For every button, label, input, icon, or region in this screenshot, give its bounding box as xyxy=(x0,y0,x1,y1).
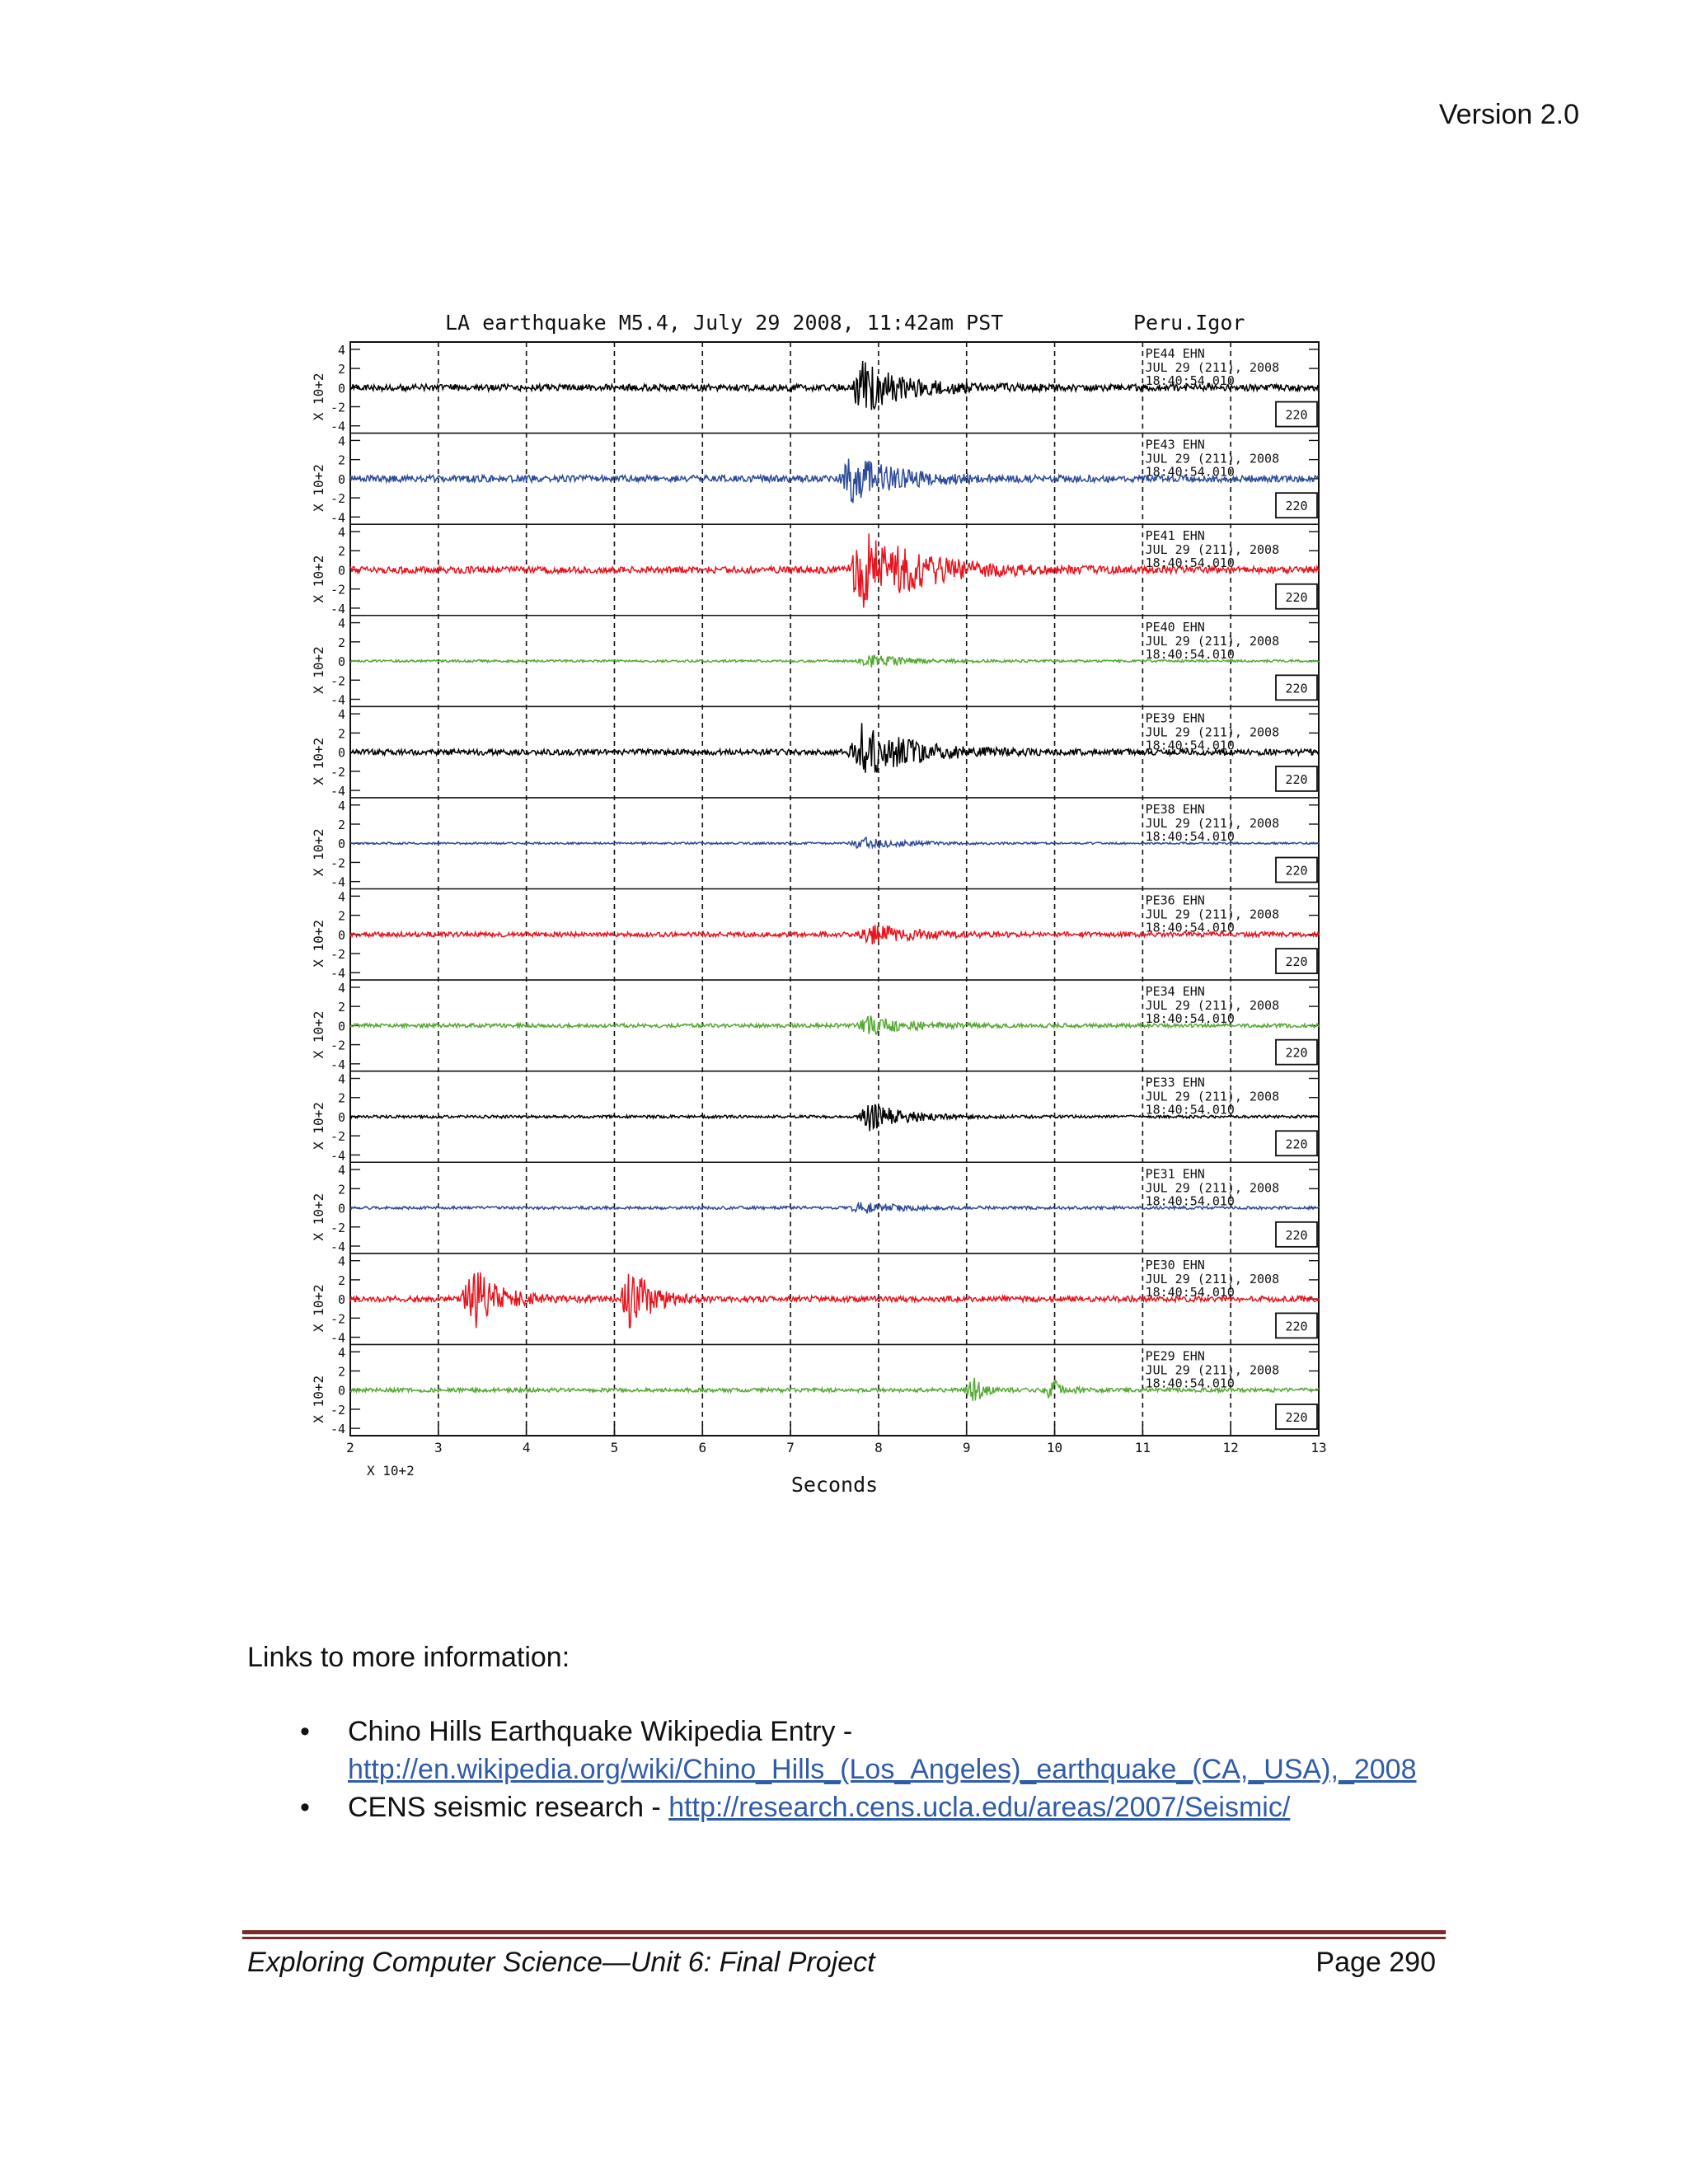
y-tick-label: -4 xyxy=(330,966,345,982)
y-tick-label: 0 xyxy=(337,927,345,943)
y-tick-label: -2 xyxy=(330,400,345,415)
y-tick-label: -4 xyxy=(330,419,345,434)
date-label: JUL 29 (211), 2008 xyxy=(1145,1089,1280,1104)
y-tick-label: 0 xyxy=(337,563,345,579)
links-list xyxy=(247,1713,1451,1826)
date-label: JUL 29 (211), 2008 xyxy=(1145,451,1280,466)
y-tick-label: 0 xyxy=(337,837,345,852)
scale-label: 220 xyxy=(1285,954,1308,970)
y-multiplier: X 10+2 xyxy=(311,373,326,421)
scale-label: 220 xyxy=(1285,407,1308,423)
y-tick-label: -4 xyxy=(330,1422,345,1437)
list-item xyxy=(247,1788,1451,1826)
station-label: PE38 EHN xyxy=(1145,801,1205,817)
time-label: 18:40:54.010 xyxy=(1145,920,1235,935)
x-tick-label: 9 xyxy=(962,1440,971,1455)
time-label: 18:40:54.010 xyxy=(1145,1102,1235,1118)
y-tick-label: 0 xyxy=(337,1292,345,1308)
y-tick-label: 2 xyxy=(337,544,345,560)
y-tick-label: 2 xyxy=(337,817,345,832)
y-tick-label: 2 xyxy=(337,452,345,468)
y-tick-label: -2 xyxy=(330,1220,345,1235)
date-label: JUL 29 (211), 2008 xyxy=(1145,360,1280,375)
y-tick-label: 4 xyxy=(337,707,345,723)
x-tick-label: 12 xyxy=(1222,1440,1239,1455)
wikipedia-link[interactable]: http://en.wikipedia.org/wiki/Chino_Hills_(Los_Angeles)_earthquake_(CA,_USA),_2008 xyxy=(348,1754,1417,1785)
y-tick-label: -2 xyxy=(330,1311,345,1327)
station-label: PE40 EHN xyxy=(1145,619,1205,635)
y-tick-label: -2 xyxy=(330,582,345,598)
seismogram-chart xyxy=(313,305,1335,1500)
scale-label: 220 xyxy=(1285,1227,1308,1243)
date-label: JUL 29 (211), 2008 xyxy=(1145,724,1280,740)
chart-title: LA earthquake M5.4, July 29 2008, 11:42am PST xyxy=(445,311,1004,335)
page-number: Page 290 xyxy=(1315,1947,1436,1978)
scale-label: 220 xyxy=(1285,1045,1308,1061)
station-label: PE44 EHN xyxy=(1145,346,1205,361)
y-tick-label: -2 xyxy=(330,1129,345,1145)
y-multiplier: X 10+2 xyxy=(311,646,326,695)
scale-label: 220 xyxy=(1285,1410,1308,1425)
time-label: 18:40:54.010 xyxy=(1145,555,1235,571)
time-label: 18:40:54.010 xyxy=(1145,1193,1235,1209)
footer-rule xyxy=(242,1930,1446,1939)
y-tick-label: -2 xyxy=(330,491,345,507)
footer-title: Exploring Computer Science—Unit 6: Final Project xyxy=(247,1947,875,1978)
time-label: 18:40:54.010 xyxy=(1145,1284,1235,1300)
links-heading: Links to more information: xyxy=(247,1642,570,1673)
station-label: PE39 EHN xyxy=(1145,710,1205,726)
x-tick-label: 7 xyxy=(786,1440,795,1455)
y-tick-label: -2 xyxy=(330,1402,345,1418)
y-tick-label: 4 xyxy=(337,525,345,541)
y-tick-label: 2 xyxy=(337,908,345,924)
y-multiplier: X 10+2 xyxy=(311,1193,326,1241)
y-tick-label: 4 xyxy=(337,980,345,996)
scale-label: 220 xyxy=(1285,499,1308,514)
y-multiplier: X 10+2 xyxy=(311,1010,326,1059)
station-label: PE41 EHN xyxy=(1145,528,1205,544)
y-tick-label: -2 xyxy=(330,764,345,780)
y-multiplier: X 10+2 xyxy=(311,555,326,603)
y-tick-label: 4 xyxy=(337,889,345,905)
list-item xyxy=(247,1713,1451,1788)
chart-source-label: Peru.Igor xyxy=(1133,311,1245,335)
y-tick-label: 0 xyxy=(337,654,345,670)
bullet-icon: • xyxy=(300,1792,310,1823)
date-label: JUL 29 (211), 2008 xyxy=(1145,815,1280,831)
y-tick-label: 0 xyxy=(337,1383,345,1399)
link-description: Chino Hills Earthquake Wikipedia Entry - xyxy=(348,1716,853,1747)
bullet-icon: • xyxy=(300,1716,310,1747)
y-tick-label: 4 xyxy=(337,798,345,813)
version-label: Version 2.0 xyxy=(1438,99,1579,130)
time-label: 18:40:54.010 xyxy=(1145,373,1235,388)
y-tick-label: -2 xyxy=(330,947,345,963)
date-label: JUL 29 (211), 2008 xyxy=(1145,1362,1280,1378)
scale-label: 220 xyxy=(1285,863,1308,879)
x-tick-label: 10 xyxy=(1046,1440,1063,1455)
y-tick-label: 2 xyxy=(337,362,345,377)
date-label: JUL 29 (211), 2008 xyxy=(1145,998,1280,1014)
time-label: 18:40:54.010 xyxy=(1145,646,1235,662)
y-tick-label: -2 xyxy=(330,673,345,689)
y-tick-label: 4 xyxy=(337,1163,345,1179)
y-tick-label: -4 xyxy=(330,692,345,708)
y-multiplier: X 10+2 xyxy=(311,1375,326,1423)
y-multiplier: X 10+2 xyxy=(311,464,326,512)
time-label: 18:40:54.010 xyxy=(1145,464,1235,480)
x-tick-label: 13 xyxy=(1311,1440,1327,1455)
y-tick-label: 4 xyxy=(337,616,345,631)
date-label: JUL 29 (211), 2008 xyxy=(1145,633,1280,649)
y-tick-label: 4 xyxy=(337,342,345,358)
y-tick-label: -4 xyxy=(330,510,345,526)
scale-label: 220 xyxy=(1285,1137,1308,1152)
y-multiplier: X 10+2 xyxy=(311,919,326,968)
y-tick-label: -4 xyxy=(330,874,345,890)
link-description: CENS seismic research - xyxy=(348,1792,661,1823)
x-tick-label: 2 xyxy=(346,1440,354,1455)
y-tick-label: 2 xyxy=(337,1090,345,1106)
y-tick-label: 2 xyxy=(337,1182,345,1197)
station-label: PE30 EHN xyxy=(1145,1257,1205,1272)
time-label: 18:40:54.010 xyxy=(1145,1376,1235,1391)
time-label: 18:40:54.010 xyxy=(1145,1011,1235,1027)
y-tick-label: -2 xyxy=(330,1038,345,1053)
scale-label: 220 xyxy=(1285,589,1308,605)
x-tick-label: 4 xyxy=(522,1440,531,1455)
y-tick-label: -4 xyxy=(330,1239,345,1254)
date-label: JUL 29 (211), 2008 xyxy=(1145,542,1280,558)
date-label: JUL 29 (211), 2008 xyxy=(1145,1271,1280,1286)
y-tick-label: 0 xyxy=(337,1019,345,1034)
scale-label: 220 xyxy=(1285,681,1308,696)
station-label: PE29 EHN xyxy=(1145,1348,1205,1364)
x-tick-label: 5 xyxy=(610,1440,619,1455)
time-label: 18:40:54.010 xyxy=(1145,828,1235,844)
y-multiplier: X 10+2 xyxy=(311,1102,326,1150)
y-tick-label: 4 xyxy=(337,1254,345,1269)
y-tick-label: 0 xyxy=(337,1201,345,1216)
y-tick-label: 4 xyxy=(337,1345,345,1361)
seismogram-figure xyxy=(313,305,1335,1500)
y-tick-label: 2 xyxy=(337,1364,345,1380)
y-multiplier: X 10+2 xyxy=(311,737,326,785)
y-multiplier: X 10+2 xyxy=(311,1284,326,1333)
station-label: PE34 EHN xyxy=(1145,984,1205,1000)
station-label: PE36 EHN xyxy=(1145,893,1205,908)
y-tick-label: -2 xyxy=(330,855,345,871)
station-label: PE43 EHN xyxy=(1145,437,1205,452)
x-tick-label: 8 xyxy=(874,1440,883,1455)
station-label: PE31 EHN xyxy=(1145,1166,1205,1182)
y-tick-label: 2 xyxy=(337,635,345,650)
y-tick-label: 2 xyxy=(337,726,345,742)
y-tick-label: 2 xyxy=(337,1272,345,1288)
y-tick-label: -4 xyxy=(330,1330,345,1346)
station-label: PE33 EHN xyxy=(1145,1075,1205,1090)
cens-link[interactable]: http://research.cens.ucla.edu/areas/2007/Seismic/ xyxy=(668,1792,1291,1823)
y-tick-label: -4 xyxy=(330,784,345,799)
x-multiplier: X 10+2 xyxy=(367,1463,415,1479)
y-tick-label: -4 xyxy=(330,601,345,616)
y-multiplier: X 10+2 xyxy=(311,828,326,877)
y-tick-label: 2 xyxy=(337,1000,345,1015)
scale-label: 220 xyxy=(1285,771,1308,787)
y-tick-label: 0 xyxy=(337,1109,345,1125)
y-tick-label: 4 xyxy=(337,1071,345,1087)
x-axis-label: Seconds xyxy=(790,1473,879,1497)
y-tick-label: -4 xyxy=(330,1057,345,1072)
x-tick-label: 11 xyxy=(1134,1440,1151,1455)
y-tick-label: 4 xyxy=(337,434,345,449)
y-tick-label: 0 xyxy=(337,745,345,761)
y-tick-label: -4 xyxy=(330,1148,345,1164)
scale-label: 220 xyxy=(1285,1319,1308,1334)
time-label: 18:40:54.010 xyxy=(1145,738,1235,753)
x-tick-label: 6 xyxy=(698,1440,707,1455)
date-label: JUL 29 (211), 2008 xyxy=(1145,1180,1280,1196)
y-tick-label: 0 xyxy=(337,381,345,396)
date-label: JUL 29 (211), 2008 xyxy=(1145,907,1280,922)
y-tick-label: 0 xyxy=(337,471,345,487)
x-tick-label: 3 xyxy=(434,1440,443,1455)
